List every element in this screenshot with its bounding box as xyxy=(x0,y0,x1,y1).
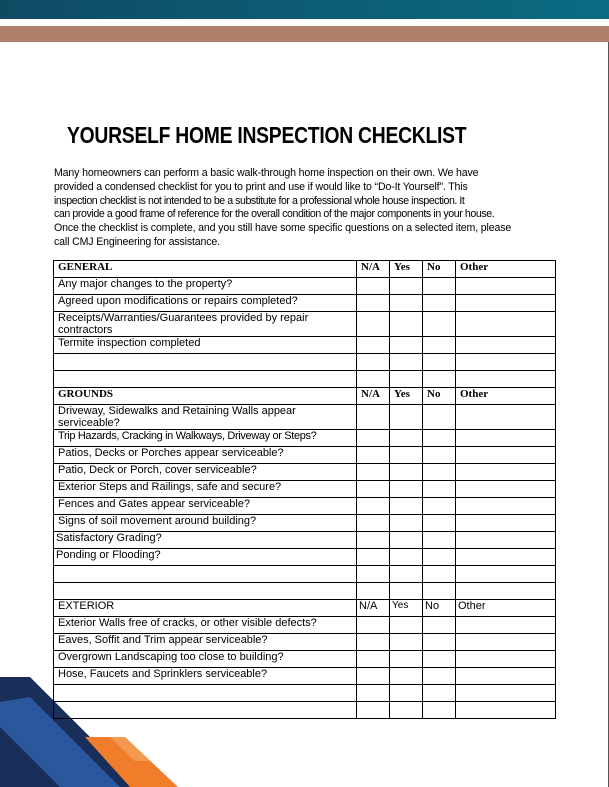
other-cell[interactable] xyxy=(456,702,556,719)
column-header-na: N/A xyxy=(357,261,390,278)
section-title-grounds: GROUNDS xyxy=(54,388,357,405)
table-row xyxy=(54,430,556,447)
no-cell[interactable] xyxy=(423,651,456,668)
other-cell[interactable] xyxy=(456,532,556,549)
column-header-na: N/A xyxy=(357,600,390,617)
checklist-item: Exterior Walls free of cracks, or other visible defects? xyxy=(54,617,357,634)
checklist-item: Hose, Faucets and Sprinklers serviceable? xyxy=(54,668,357,685)
yes-cell[interactable] xyxy=(390,498,423,515)
intro-paragraph xyxy=(54,167,550,250)
no-cell[interactable] xyxy=(423,532,456,549)
other-cell[interactable] xyxy=(456,278,556,295)
yes-cell[interactable] xyxy=(390,354,423,371)
section-header-row xyxy=(54,600,556,617)
yes-cell[interactable] xyxy=(390,702,423,719)
checklist-item: Receipts/Warranties/Guarantees provided by repair contractors xyxy=(54,312,357,337)
table-row xyxy=(54,685,556,702)
yes-cell[interactable] xyxy=(390,549,423,566)
checklist-item: Satisfactory Grading? xyxy=(54,532,357,549)
other-cell[interactable] xyxy=(456,447,556,464)
checklist-item: Signs of soil movement around building? xyxy=(54,515,357,532)
no-cell[interactable] xyxy=(423,354,456,371)
column-header-other: Other xyxy=(456,600,556,617)
other-cell[interactable] xyxy=(456,617,556,634)
yes-cell[interactable] xyxy=(390,464,423,481)
checklist-item[interactable] xyxy=(54,583,357,600)
no-cell[interactable] xyxy=(423,337,456,354)
checklist-item: Termite inspection completed xyxy=(54,337,357,354)
table-row xyxy=(54,668,556,685)
checklist-item[interactable] xyxy=(54,685,357,702)
checklist-item: Overgrown Landscaping too close to building? xyxy=(54,651,357,668)
checklist-item: Agreed upon modifications or repairs completed? xyxy=(54,295,357,312)
no-cell[interactable] xyxy=(423,278,456,295)
other-cell[interactable] xyxy=(456,566,556,583)
column-header-no: No xyxy=(423,388,456,405)
other-cell[interactable] xyxy=(456,515,556,532)
no-cell[interactable] xyxy=(423,702,456,719)
yes-cell[interactable] xyxy=(390,312,423,337)
na-cell[interactable] xyxy=(357,583,390,600)
intro-line: Once the checklist is complete, and you still have some specific questions on a selected item, please xyxy=(54,222,512,235)
yes-cell[interactable] xyxy=(390,481,423,498)
intro-line: can provide a good frame of reference for the overall condition of the major components in your house. xyxy=(54,208,495,221)
checklist-item: Eaves, Soffit and Trim appear serviceable? xyxy=(54,634,357,651)
column-header-other: Other xyxy=(456,388,556,405)
no-cell[interactable] xyxy=(423,295,456,312)
no-cell[interactable] xyxy=(423,549,456,566)
no-cell[interactable] xyxy=(423,668,456,685)
table-row xyxy=(54,532,556,549)
no-cell[interactable] xyxy=(423,685,456,702)
checklist-item[interactable] xyxy=(54,702,357,719)
checklist-item: Patio, Deck or Porch, cover serviceable? xyxy=(54,464,357,481)
na-cell[interactable] xyxy=(357,295,390,312)
other-cell[interactable] xyxy=(456,481,556,498)
column-header-yes: Yes xyxy=(390,261,423,278)
na-cell[interactable] xyxy=(357,634,390,651)
no-cell[interactable] xyxy=(423,634,456,651)
yes-cell[interactable] xyxy=(390,668,423,685)
other-cell[interactable] xyxy=(456,371,556,388)
yes-cell[interactable] xyxy=(390,685,423,702)
no-cell[interactable] xyxy=(423,583,456,600)
checklist-item: Driveway, Sidewalks and Retaining Walls appear serviceable? xyxy=(54,405,357,430)
checklist-item: Trip Hazards, Cracking in Walkways, Driveway or Steps? xyxy=(54,430,357,447)
na-cell[interactable] xyxy=(357,337,390,354)
table-row xyxy=(54,617,556,634)
na-cell[interactable] xyxy=(357,515,390,532)
yes-cell[interactable] xyxy=(390,617,423,634)
yes-cell[interactable] xyxy=(390,295,423,312)
na-cell[interactable] xyxy=(357,371,390,388)
yes-cell[interactable] xyxy=(390,634,423,651)
other-cell[interactable] xyxy=(456,430,556,447)
table-row xyxy=(54,651,556,668)
no-cell[interactable] xyxy=(423,447,456,464)
section-title-general: GENERAL xyxy=(54,261,357,278)
yes-cell[interactable] xyxy=(390,278,423,295)
other-cell[interactable] xyxy=(456,634,556,651)
table-row xyxy=(54,278,556,295)
column-header-other: Other xyxy=(456,261,556,278)
column-header-na: N/A xyxy=(357,388,390,405)
other-cell[interactable] xyxy=(456,464,556,481)
na-cell[interactable] xyxy=(357,354,390,371)
no-cell[interactable] xyxy=(423,430,456,447)
table-row xyxy=(54,481,556,498)
intro-line: call CMJ Engineering for assistance. xyxy=(54,235,220,248)
no-cell[interactable] xyxy=(423,405,456,430)
checklist-item: Any major changes to the property? xyxy=(54,278,357,295)
na-cell[interactable] xyxy=(357,430,390,447)
checklist-item[interactable] xyxy=(54,371,357,388)
inspection-checklist-table xyxy=(53,260,556,719)
yes-cell[interactable] xyxy=(390,430,423,447)
column-header-yes: Yes xyxy=(390,600,423,617)
na-cell[interactable] xyxy=(357,617,390,634)
column-header-no: No xyxy=(423,261,456,278)
no-cell[interactable] xyxy=(423,312,456,337)
yes-cell[interactable] xyxy=(390,337,423,354)
table-row xyxy=(54,634,556,651)
page-title: YOURSELF HOME INSPECTION CHECKLIST xyxy=(67,122,467,148)
other-cell[interactable] xyxy=(456,354,556,371)
na-cell[interactable] xyxy=(357,405,390,430)
section-title-exterior: EXTERIOR xyxy=(54,600,357,617)
checklist-item: Ponding or Flooding? xyxy=(54,549,357,566)
na-cell[interactable] xyxy=(357,498,390,515)
yes-cell[interactable] xyxy=(390,405,423,430)
yes-cell[interactable] xyxy=(390,532,423,549)
table-row xyxy=(54,405,556,430)
table-row xyxy=(54,447,556,464)
na-cell[interactable] xyxy=(357,685,390,702)
yes-cell[interactable] xyxy=(390,447,423,464)
na-cell[interactable] xyxy=(357,312,390,337)
intro-line: inspection checklist is not intended to be a substitute for a professional whole house inspection. It xyxy=(54,194,465,207)
table-row xyxy=(54,498,556,515)
na-cell[interactable] xyxy=(357,566,390,583)
table-row xyxy=(54,295,556,312)
checklist-item: Fences and Gates appear serviceable? xyxy=(54,498,357,515)
no-cell[interactable] xyxy=(423,371,456,388)
section-header-row xyxy=(54,388,556,405)
table-row xyxy=(54,464,556,481)
other-cell[interactable] xyxy=(456,312,556,337)
na-cell[interactable] xyxy=(357,702,390,719)
checklist-item: Patios, Decks or Porches appear serviceable? xyxy=(54,447,357,464)
yes-cell[interactable] xyxy=(390,515,423,532)
na-cell[interactable] xyxy=(357,447,390,464)
na-cell[interactable] xyxy=(357,481,390,498)
checklist-item: Exterior Steps and Railings, safe and secure? xyxy=(54,481,357,498)
no-cell[interactable] xyxy=(423,498,456,515)
na-cell[interactable] xyxy=(357,549,390,566)
no-cell[interactable] xyxy=(423,481,456,498)
other-cell[interactable] xyxy=(456,549,556,566)
na-cell[interactable] xyxy=(357,532,390,549)
na-cell[interactable] xyxy=(357,668,390,685)
na-cell[interactable] xyxy=(357,651,390,668)
no-cell[interactable] xyxy=(423,464,456,481)
other-cell[interactable] xyxy=(456,685,556,702)
other-cell[interactable] xyxy=(456,337,556,354)
table-row xyxy=(54,702,556,719)
accent-stripe xyxy=(0,26,609,42)
table-row xyxy=(54,337,556,354)
no-cell[interactable] xyxy=(423,515,456,532)
other-cell[interactable] xyxy=(456,583,556,600)
other-cell[interactable] xyxy=(456,405,556,430)
table-row xyxy=(54,515,556,532)
table-row xyxy=(54,354,556,371)
other-cell[interactable] xyxy=(456,498,556,515)
section-header-row xyxy=(54,261,556,278)
other-cell[interactable] xyxy=(456,668,556,685)
yes-cell[interactable] xyxy=(390,371,423,388)
intro-line: provided a condensed checklist for you to print and use if would like to “Do-It Yourself”. This xyxy=(54,180,468,193)
table-row xyxy=(54,583,556,600)
column-header-yes: Yes xyxy=(390,388,423,405)
yes-cell[interactable] xyxy=(390,651,423,668)
checklist-item[interactable] xyxy=(54,354,357,371)
intro-line: Many homeowners can perform a basic walk-through home inspection on their own. We have xyxy=(54,167,479,179)
other-cell[interactable] xyxy=(456,295,556,312)
other-cell[interactable] xyxy=(456,651,556,668)
checklist-item[interactable] xyxy=(54,566,357,583)
table-row xyxy=(54,312,556,337)
na-cell[interactable] xyxy=(357,464,390,481)
no-cell[interactable] xyxy=(423,566,456,583)
yes-cell[interactable] xyxy=(390,566,423,583)
table-row xyxy=(54,371,556,388)
yes-cell[interactable] xyxy=(390,583,423,600)
table-row xyxy=(54,566,556,583)
no-cell[interactable] xyxy=(423,617,456,634)
na-cell[interactable] xyxy=(357,278,390,295)
top-banner-bar xyxy=(0,0,609,19)
table-row xyxy=(54,549,556,566)
column-header-no: No xyxy=(423,600,456,617)
